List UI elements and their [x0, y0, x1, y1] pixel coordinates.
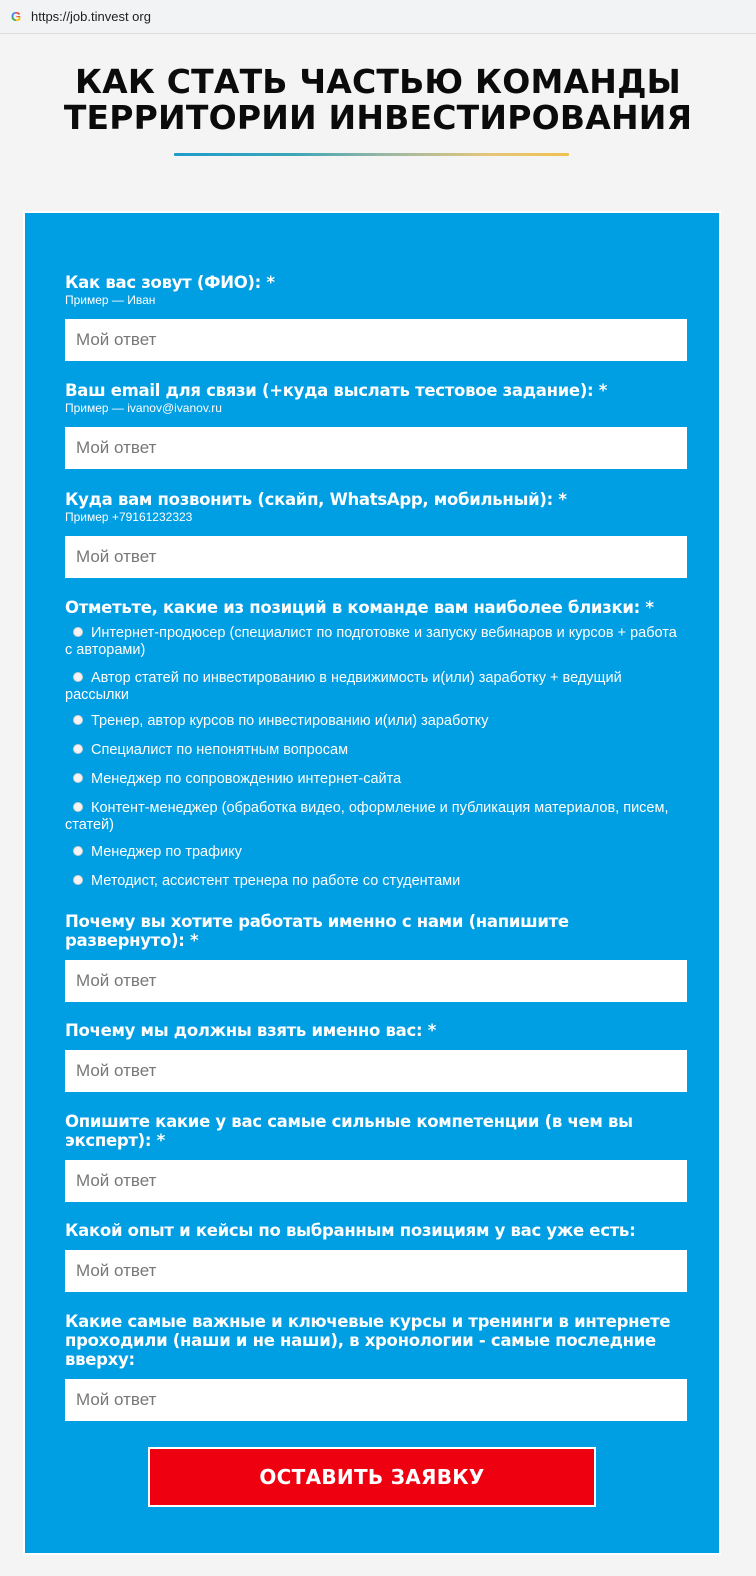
question-hint: Пример — ivanov@ivanov.ru — [65, 401, 222, 415]
position-option[interactable] — [65, 844, 687, 861]
question-label: Ваш email для связи (+куда выслать тестовое задание): * — [65, 381, 608, 400]
experience-input[interactable] — [65, 1250, 687, 1292]
option-label: Автор статей по инвестированию в недвижимость и(или) заработку + ведущий рассылки — [65, 670, 622, 703]
question-email — [65, 381, 687, 415]
why-us-input[interactable] — [65, 960, 687, 1002]
radio-button-icon[interactable] — [73, 773, 83, 783]
option-label: Специалист по непонятным вопросам — [91, 742, 349, 758]
submit-application-button[interactable]: ОСТАВИТЬ ЗАЯВКУ — [148, 1447, 596, 1507]
url-text[interactable]: https://job.tinvest org — [31, 9, 151, 24]
position-option[interactable] — [65, 625, 687, 659]
option-label: Тренер, автор курсов по инвестированию и(или) заработку — [91, 713, 489, 729]
question-label: Почему вы хотите работать именно с нами (напишите развернуто): * — [65, 912, 569, 950]
page-title — [0, 64, 756, 136]
option-label: Интернет-продюсер (специалист по подготовке и запуску вебинаров и курсов + работа с авторами) — [65, 625, 677, 658]
question-why-you — [65, 1021, 687, 1040]
radio-button-icon[interactable] — [73, 672, 83, 682]
question-name — [65, 273, 687, 307]
radio-button-icon[interactable] — [73, 744, 83, 754]
question-label: Куда вам позвонить (скайп, WhatsApp, мобильный): * — [65, 490, 567, 509]
google-g-icon: G — [10, 9, 22, 24]
option-label: Менеджер по трафику — [91, 844, 242, 860]
page-title-line-2: ТЕРРИТОРИИ ИНВЕСТИРОВАНИЯ — [63, 98, 693, 137]
question-label: Отметьте, какие из позиций в команде вам наиболее близки: * — [65, 598, 654, 617]
position-option[interactable] — [65, 713, 687, 730]
radio-button-icon[interactable] — [73, 875, 83, 885]
page-title-line-1: КАК СТАТЬ ЧАСТЬЮ КОМАНДЫ — [74, 62, 682, 101]
question-label: Опишите какие у вас самые сильные компетенции (в чем вы эксперт): * — [65, 1112, 633, 1150]
question-phone — [65, 490, 687, 524]
radio-button-icon[interactable] — [73, 715, 83, 725]
why-you-input[interactable] — [65, 1050, 687, 1092]
question-hint: Пример +79161232323 — [65, 510, 193, 524]
application-form — [25, 213, 719, 1553]
option-label: Методист, ассистент тренера по работе со студентами — [91, 873, 461, 889]
position-option[interactable] — [65, 742, 687, 759]
option-label: Менеджер по сопровождению интернет-сайта — [91, 771, 402, 787]
question-label: Почему мы должны взять именно вас: * — [65, 1021, 437, 1040]
radio-button-icon[interactable] — [73, 846, 83, 856]
option-label: Контент-менеджер (обработка видео, оформление и публикация материалов, писем, статей) — [65, 800, 669, 833]
question-label: Какие самые важные и ключевые курсы и тренинги в интернете проходили (наши и не наши), в хронологии - самые последние вверху: — [65, 1312, 671, 1369]
question-why-us — [65, 912, 687, 950]
question-competencies — [65, 1112, 687, 1150]
position-option[interactable] — [65, 670, 687, 704]
position-option[interactable] — [65, 800, 687, 834]
title-divider — [174, 153, 569, 156]
email-input[interactable] — [65, 427, 687, 469]
radio-button-icon[interactable] — [73, 802, 83, 812]
question-label: Какой опыт и кейсы по выбранным позициям у вас уже есть: — [65, 1221, 636, 1240]
phone-input[interactable] — [65, 536, 687, 578]
radio-button-icon[interactable] — [73, 627, 83, 637]
question-positions — [65, 598, 687, 617]
question-label: Как вас зовут (ФИО): * — [65, 273, 275, 292]
address-bar[interactable] — [0, 0, 756, 34]
question-courses — [65, 1312, 687, 1369]
competencies-input[interactable] — [65, 1160, 687, 1202]
name-input[interactable] — [65, 319, 687, 361]
position-option[interactable] — [65, 873, 687, 890]
position-option[interactable] — [65, 771, 687, 788]
question-hint: Пример — Иван — [65, 293, 156, 307]
question-experience — [65, 1221, 687, 1240]
courses-input[interactable] — [65, 1379, 687, 1421]
